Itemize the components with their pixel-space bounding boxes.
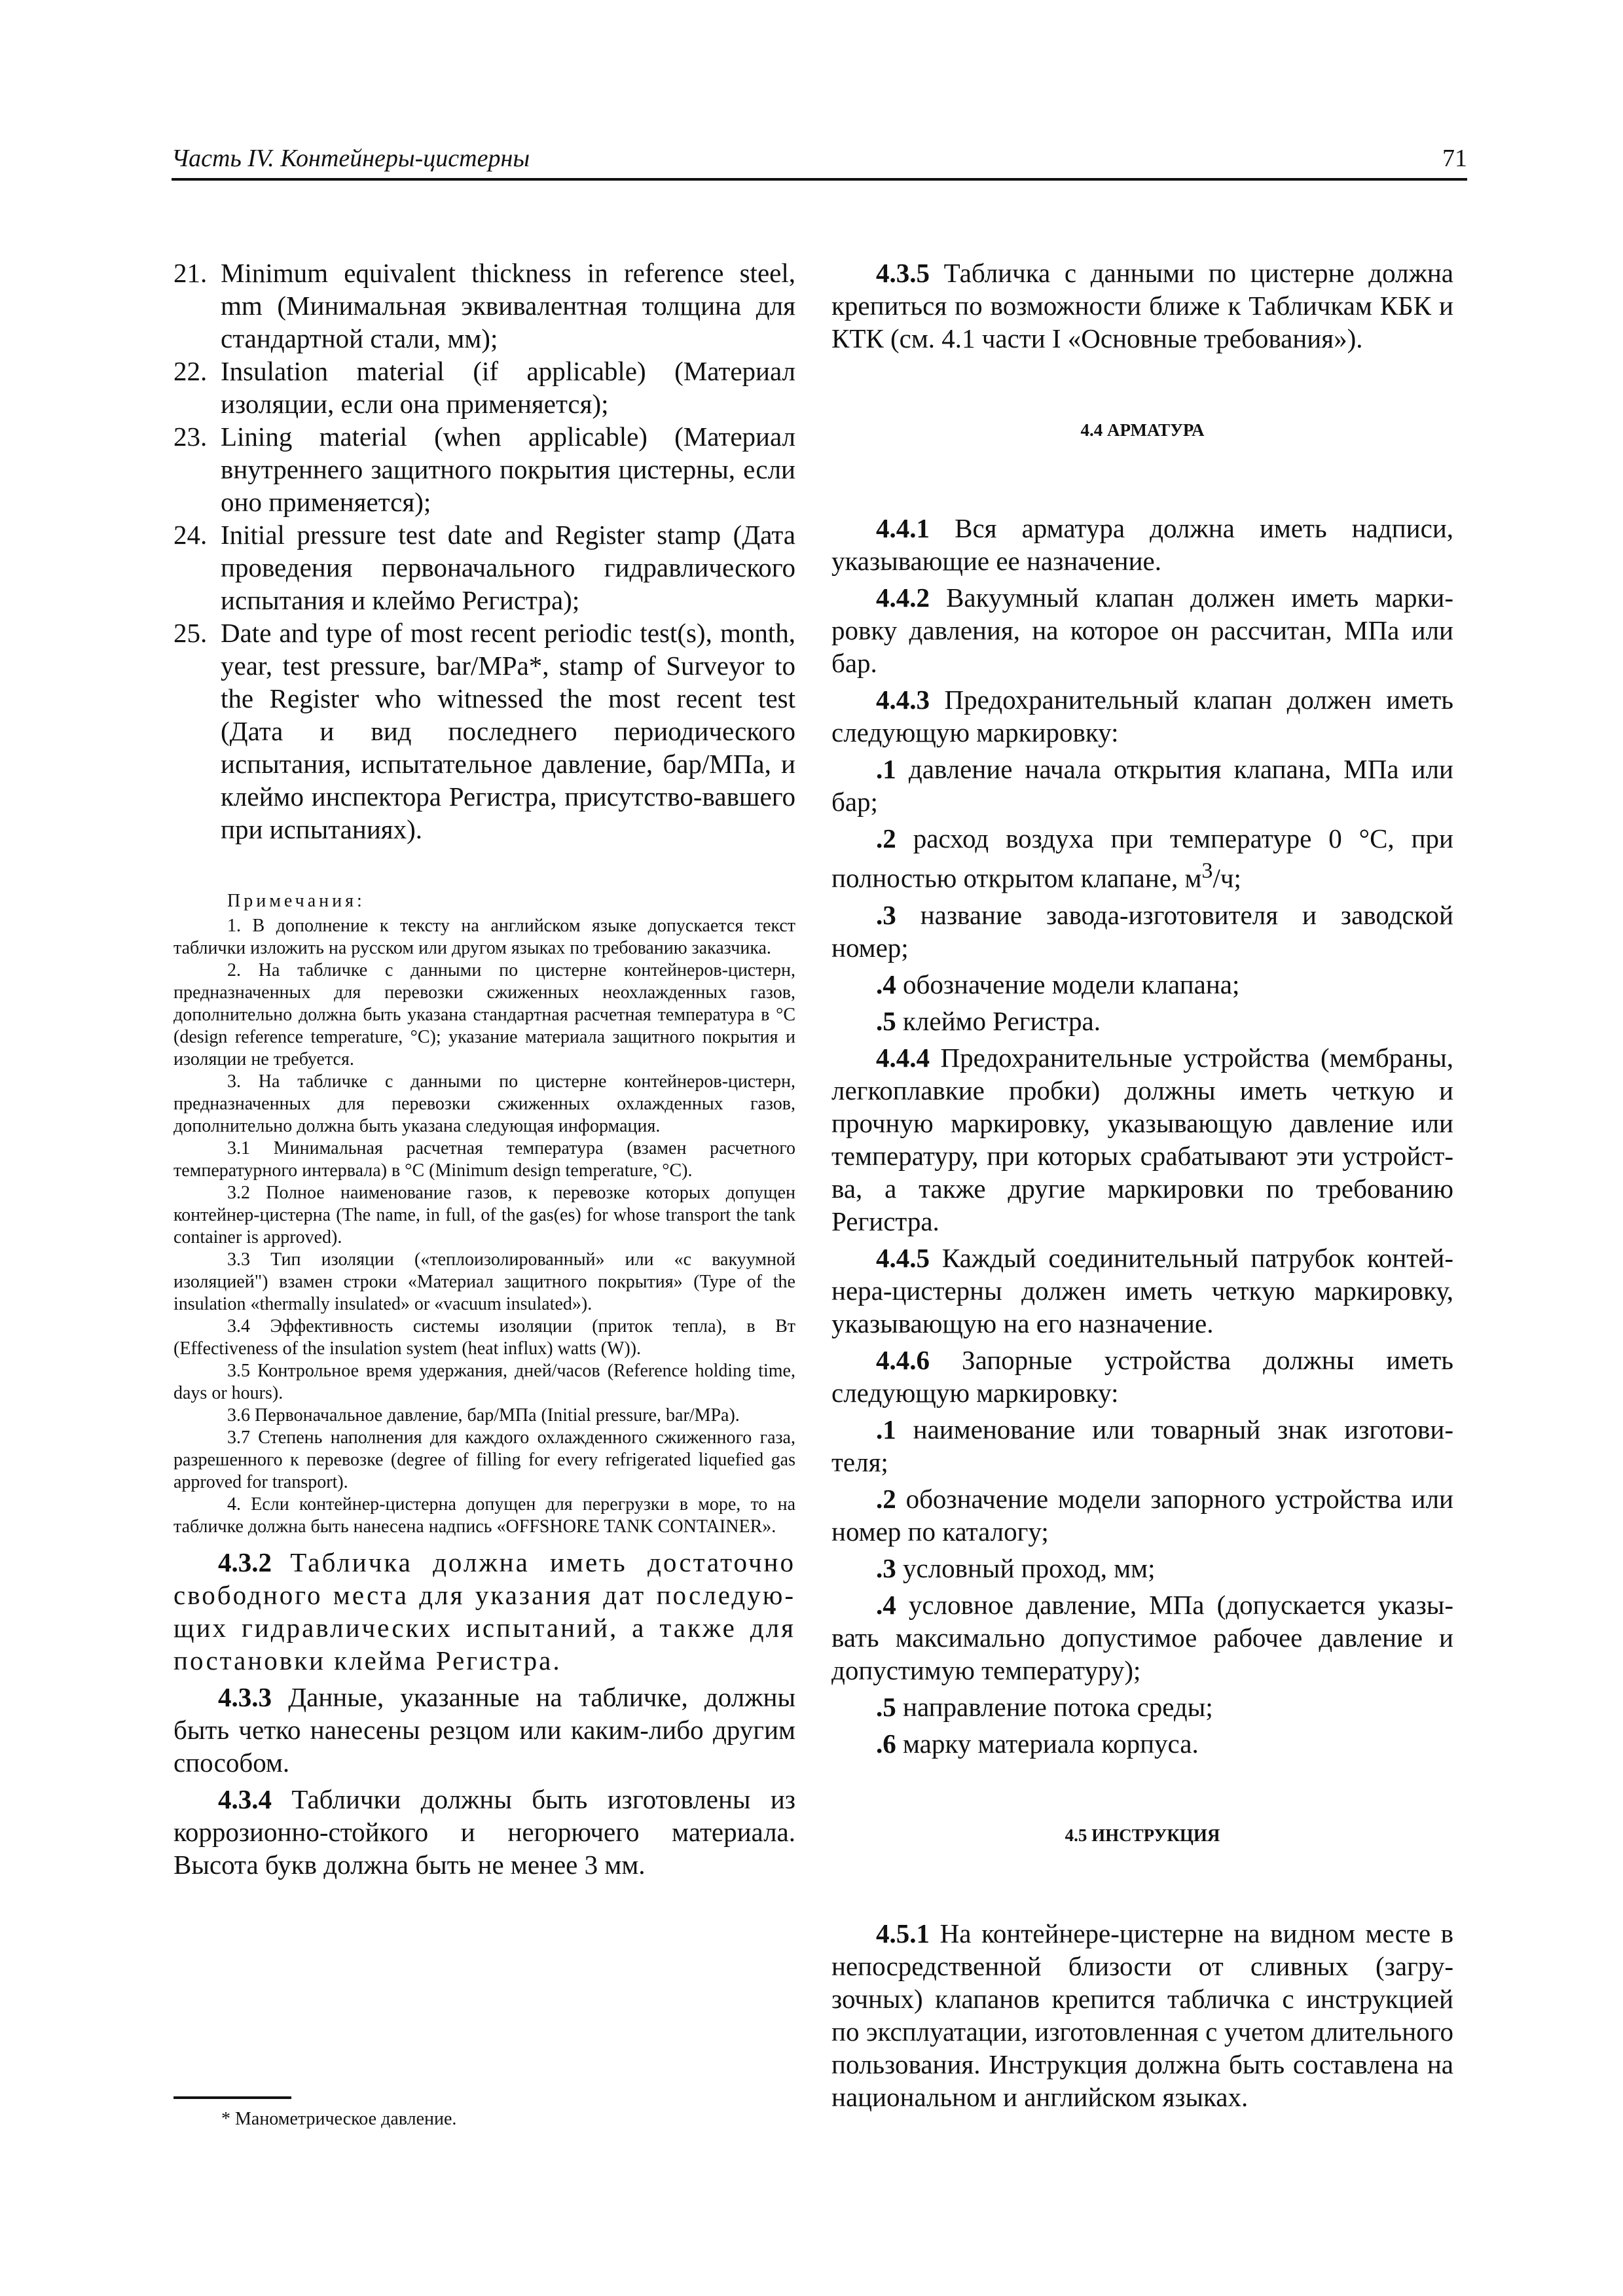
footnote: * Манометрическое давление. [221,2109,457,2129]
note: 3.6 Первоначальное давление, бар/МПа (Initial pressure, bar/MPa). [227,1405,740,1426]
paragraph: 4.5.1 На контейнере-цистерне на видном месте в непосредственной близости от сливных (загру-зочных) клапанов крепится табличка с инструкцией по эксплуатации, изготовленная с учетом длительного пользования. Инструкция должна быть составлена на национальном и английском языках. [831,1918,1454,2112]
list-item: 25. Date and type of most recent periodic test(s), month, year, test pressure, bar/MPa*, stamp of Surveyor to the Register who witnessed the most recent test (Дата и вид последнего периодического испытания, испытательное давление, бар/МПа, и клеймо инспектора Регистра, присутство-вавшего при испытаниях). [173,618,795,844]
paragraph: 4.4.5 Каждый соединительный патрубок контей-нера-цистерны должен иметь четкую маркировку, указывающую на его назначение. [831,1242,1454,1338]
subitem: .2 расход воздуха при температуре 0 °C, при полностью открытом клапане, $м^3/ч$; [831,823,1453,893]
paragraph: 4.4.3 Предохранительный клапан должен иметь следующую маркировку: [831,685,1454,747]
note: 4. Если контейнер-цистерна допущен для перегрузки в море, то на табличке должна быть нанесена надпись «OFFSHORE TANK CONTAINER». [173,1494,795,1537]
paragraph: 4.4.4 Предохранительные устройства (мембраны, легкоплавкие пробки) должны иметь четкую и прочную маркировку, указывающую давление или температуру, при которых срабатывают эти устройст-ва, а также другие маркировки по требованию Регистра. [831,1042,1454,1236]
note: 3.4 Эффективность системы изоляции (приток тепла), в Вт (Effectiveness of the insulation system (heat influx) watts (W)). [173,1316,795,1359]
note: 3.2 Полное наименование газов, к перевозке которых допущен контейнер-цистерна (The name, in full, of the gas(es) for whose transport the tank container is approved). [173,1183,795,1247]
section-heading: 4.4 АРМАТУРА [1080,420,1205,440]
footnote-rule [173,2096,291,2099]
note: 1. В дополнение к тексту на английском языке допускается текст таблички изложить на русском или другом языках по требованию заказчика. [173,916,795,958]
subitem: .6 марку материала корпуса. [876,1728,1199,1759]
left-column [173,257,795,1885]
list-item: 23. Lining material (when applicable) (Материал внутреннего защитного покрытия цистерны, если оно применяется); [173,422,795,517]
paragraph: 4.4.1 Вся арматура должна иметь надписи, указывающие ее назначение. [831,513,1454,576]
notes-title: Примечания: [227,891,365,911]
list-item: 22. Insulation material (if applicable) (Материал изоляции, если она применяется); [173,356,795,419]
subitem: .1 давление начала открытия клапана, МПа или бар; [831,754,1453,817]
list-item: 24. Initial pressure test date and Register stamp (Дата проведения первоначального гидравлического испытания и клеймо Регистра); [173,520,795,615]
subitem: .4 условное давление, МПа (допускается указы-вать максимально допустимое рабочее давление и допустимую температуру); [831,1589,1454,1685]
right-column [831,257,1453,2117]
list-item: 21. Minimum equivalent thickness in reference steel, mm (Минимальная эквивалентная толщина для стандартной стали, мм); [173,258,795,353]
subitem: .5 направление потока среды; [876,1691,1213,1722]
paragraph: 4.3.4 Таблички должны быть изготовлены из коррозионно-стойкого и негорючего материала. Высота букв должна быть не менее 3 мм. [173,1784,796,1880]
paragraph: 4.3.3 Данные, указанные на табличке, должны быть четко нанесены резцом или каким-либо другим способом. [173,1682,796,1778]
header-title: Часть IV. Контейнеры-цистерны [172,145,530,172]
note: 3.1 Минимальная расчетная температура (взамен расчетного температурного интервала) в °C (Minimum design temperature, °C). [173,1138,795,1181]
subitem: .5 клеймо Регистра. [876,1005,1101,1036]
note: 3.5 Контрольное время удержания, дней/часов (Reference holding time, days or hours). [173,1361,795,1403]
notes-block [173,890,795,1538]
page-number: 71 [1442,145,1467,172]
paragraph: 4.3.5 Табличка с данными по цистерне должна крепиться по возможности ближе к Табличкам КБК и КТК (см. 4.1 части I «Основные требования»). [831,258,1453,353]
subitem: .4 обозначение модели клапана; [876,969,1240,999]
section-heading: 4.5 ИНСТРУКЦИЯ [1065,1825,1220,1845]
paragraph: 4.3.2 Табличка должна иметь достаточно свободного места для указания дат последую-щих гидравлических испытаний, а также для постановки клейма Регистра. [173,1547,796,1676]
subitem: .3 условный проход, мм; [876,1552,1156,1583]
paragraph: 4.4.2 Вакуумный клапан должен иметь марки-ровку давления, на которое он рассчитан, МПа или бар. [831,583,1453,678]
subitem: .3 название завода-изготовителя и заводской номер; [831,899,1453,963]
running-header [172,143,1467,181]
paragraph: 4.4.6 Запорные устройства должны иметь следующую маркировку: [831,1344,1453,1408]
subitem: .1 наименование или товарный знак изготови-теля; [831,1414,1454,1477]
note: 3.7 Степень наполнения для каждого охлажденного сжиженного газа, разрешенного к перевозке (degree of filling for every refrigerated liquefied gas approved for transport). [173,1427,795,1492]
note: 3.3 Тип изоляции («теплоизолированный» или «с вакуумной изоляцией") взамен строки «Материал защитного покрытия» (Type of the insulation «thermally insulated» or «vacuum insulated»). [173,1249,795,1314]
subitem: .2 обозначение модели запорного устройства или номер по каталогу; [831,1483,1454,1547]
note: 2. На табличке с данными по цистерне контейнеров-цистерн, предназначенных для перевозки сжиженных неохлажденных газов, дополнительно должна быть указана стандартная расчетная температура в °C (design reference temperature, °C); указание материала защитного покрытия и изоляции не требуется. [173,960,795,1069]
left-paragraphs [173,1546,795,1881]
note: 3. На табличке с данными по цистерне контейнеров-цистерн, предназначенных для перевозки сжиженных охлажденных газов, дополнительно должна быть указана следующая информация. [173,1071,795,1136]
